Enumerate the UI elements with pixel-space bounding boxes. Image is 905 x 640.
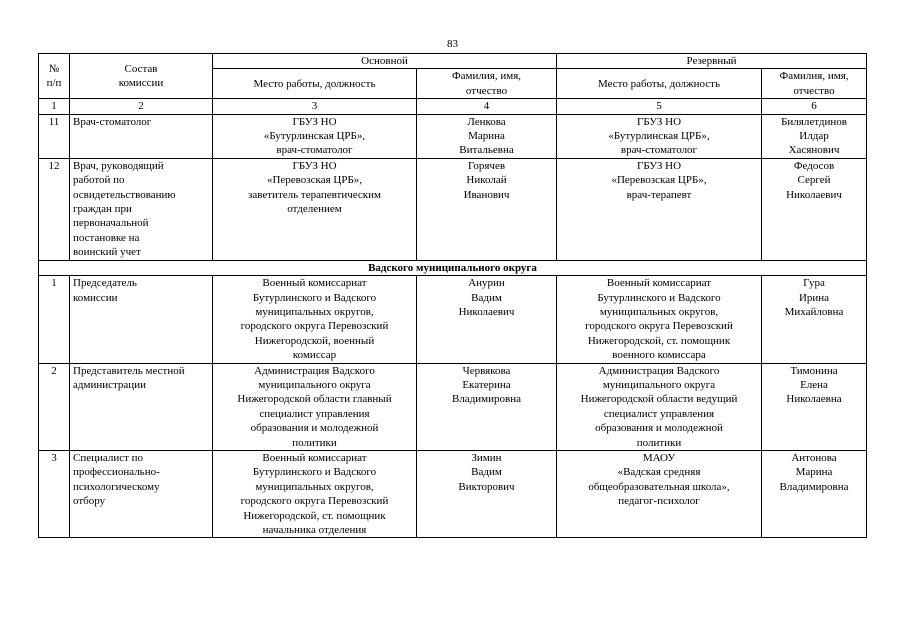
commission-table — [38, 53, 867, 538]
row-role: Председатель комиссии — [70, 276, 213, 363]
header-num: № п/п — [39, 54, 70, 99]
table-row — [39, 276, 867, 363]
row-num: 12 — [39, 158, 70, 260]
col-number: 6 — [762, 99, 867, 114]
row-main-name: Ленкова Марина Витальевна — [417, 114, 557, 158]
header-fullname: Фамилия, имя, отчество — [417, 69, 557, 99]
header-workplace-reserve: Место работы, должность — [557, 69, 762, 99]
header-fullname-reserve: Фамилия, имя, отчество — [762, 69, 867, 99]
row-num: 1 — [39, 276, 70, 363]
row-reserve-name: Гура Ирина Михайловна — [762, 276, 867, 363]
col-number: 4 — [417, 99, 557, 114]
row-reserve-name: Тимонина Елена Николаевна — [762, 363, 867, 450]
row-main-work: Военный комиссариат Бутурлинского и Вадского муниципальных округов, городского округа Перевозский Нижегородской, военный комиссар — [213, 276, 417, 363]
col-number: 2 — [70, 99, 213, 114]
row-reserve-work: Администрация Вадского муниципального округа Нижегородской области ведущий специалист управления образования и молодежной политики — [557, 363, 762, 450]
column-numbers-row — [39, 99, 867, 114]
row-main-name: Анурин Вадим Николаевич — [417, 276, 557, 363]
row-main-work: ГБУЗ НО «Перевозская ЦРБ», заветитель терапевтическим отделением — [213, 158, 417, 260]
page-number: 83 — [447, 38, 458, 50]
row-main-name: Горячев Николай Иванович — [417, 158, 557, 260]
row-role: Врач, руководящий работой по освидетельствованию граждан при первоначальной постановке на воинский учет — [70, 158, 213, 260]
table-row — [39, 363, 867, 450]
row-reserve-work: ГБУЗ НО «Бутурлинская ЦРБ», врач-стоматолог — [557, 114, 762, 158]
header-main-group: Основной — [213, 54, 557, 69]
header-composition: Состав комиссии — [70, 54, 213, 99]
row-main-work: Администрация Вадского муниципального округа Нижегородской области главный специалист управления образования и молодежной политики — [213, 363, 417, 450]
header-reserve-group: Резервный — [557, 54, 867, 69]
row-num: 11 — [39, 114, 70, 158]
col-number: 5 — [557, 99, 762, 114]
row-reserve-work: МАОУ «Вадская средняя общеобразовательная школа», педагог-психолог — [557, 450, 762, 537]
row-num: 2 — [39, 363, 70, 450]
row-main-work: Военный комиссариат Бутурлинского и Вадского муниципальных округов, городского округа Перевозский Нижегородской, ст. помощник начальника отделения — [213, 450, 417, 537]
row-reserve-name: Федосов Сергей Николаевич — [762, 158, 867, 260]
table-row — [39, 450, 867, 537]
col-number: 1 — [39, 99, 70, 114]
row-reserve-name: Антонова Марина Владимировна — [762, 450, 867, 537]
header-row-1 — [39, 54, 867, 69]
section-title: Вадского муниципального округа — [39, 260, 867, 275]
row-main-name: Зимин Вадим Викторович — [417, 450, 557, 537]
row-reserve-work: Военный комиссариат Бутурлинского и Вадского муниципальных округов, городского округа Перевозский Нижегородской, ст. помощник военного комиссара — [557, 276, 762, 363]
table-row — [39, 114, 867, 158]
table-row — [39, 158, 867, 260]
row-role: Специалист по профессионально- психологическому отбору — [70, 450, 213, 537]
row-reserve-name: Билялетдинов Илдар Хасянович — [762, 114, 867, 158]
row-role: Врач-стоматолог — [70, 114, 213, 158]
row-main-work: ГБУЗ НО «Бутурлинская ЦРБ», врач-стоматолог — [213, 114, 417, 158]
row-num: 3 — [39, 450, 70, 537]
section-title-row — [39, 260, 867, 275]
col-number: 3 — [213, 99, 417, 114]
row-reserve-work: ГБУЗ НО «Перевозская ЦРБ», врач-терапевт — [557, 158, 762, 260]
row-main-name: Червякова Екатерина Владимировна — [417, 363, 557, 450]
row-role: Представитель местной администрации — [70, 363, 213, 450]
header-workplace: Место работы, должность — [213, 69, 417, 99]
